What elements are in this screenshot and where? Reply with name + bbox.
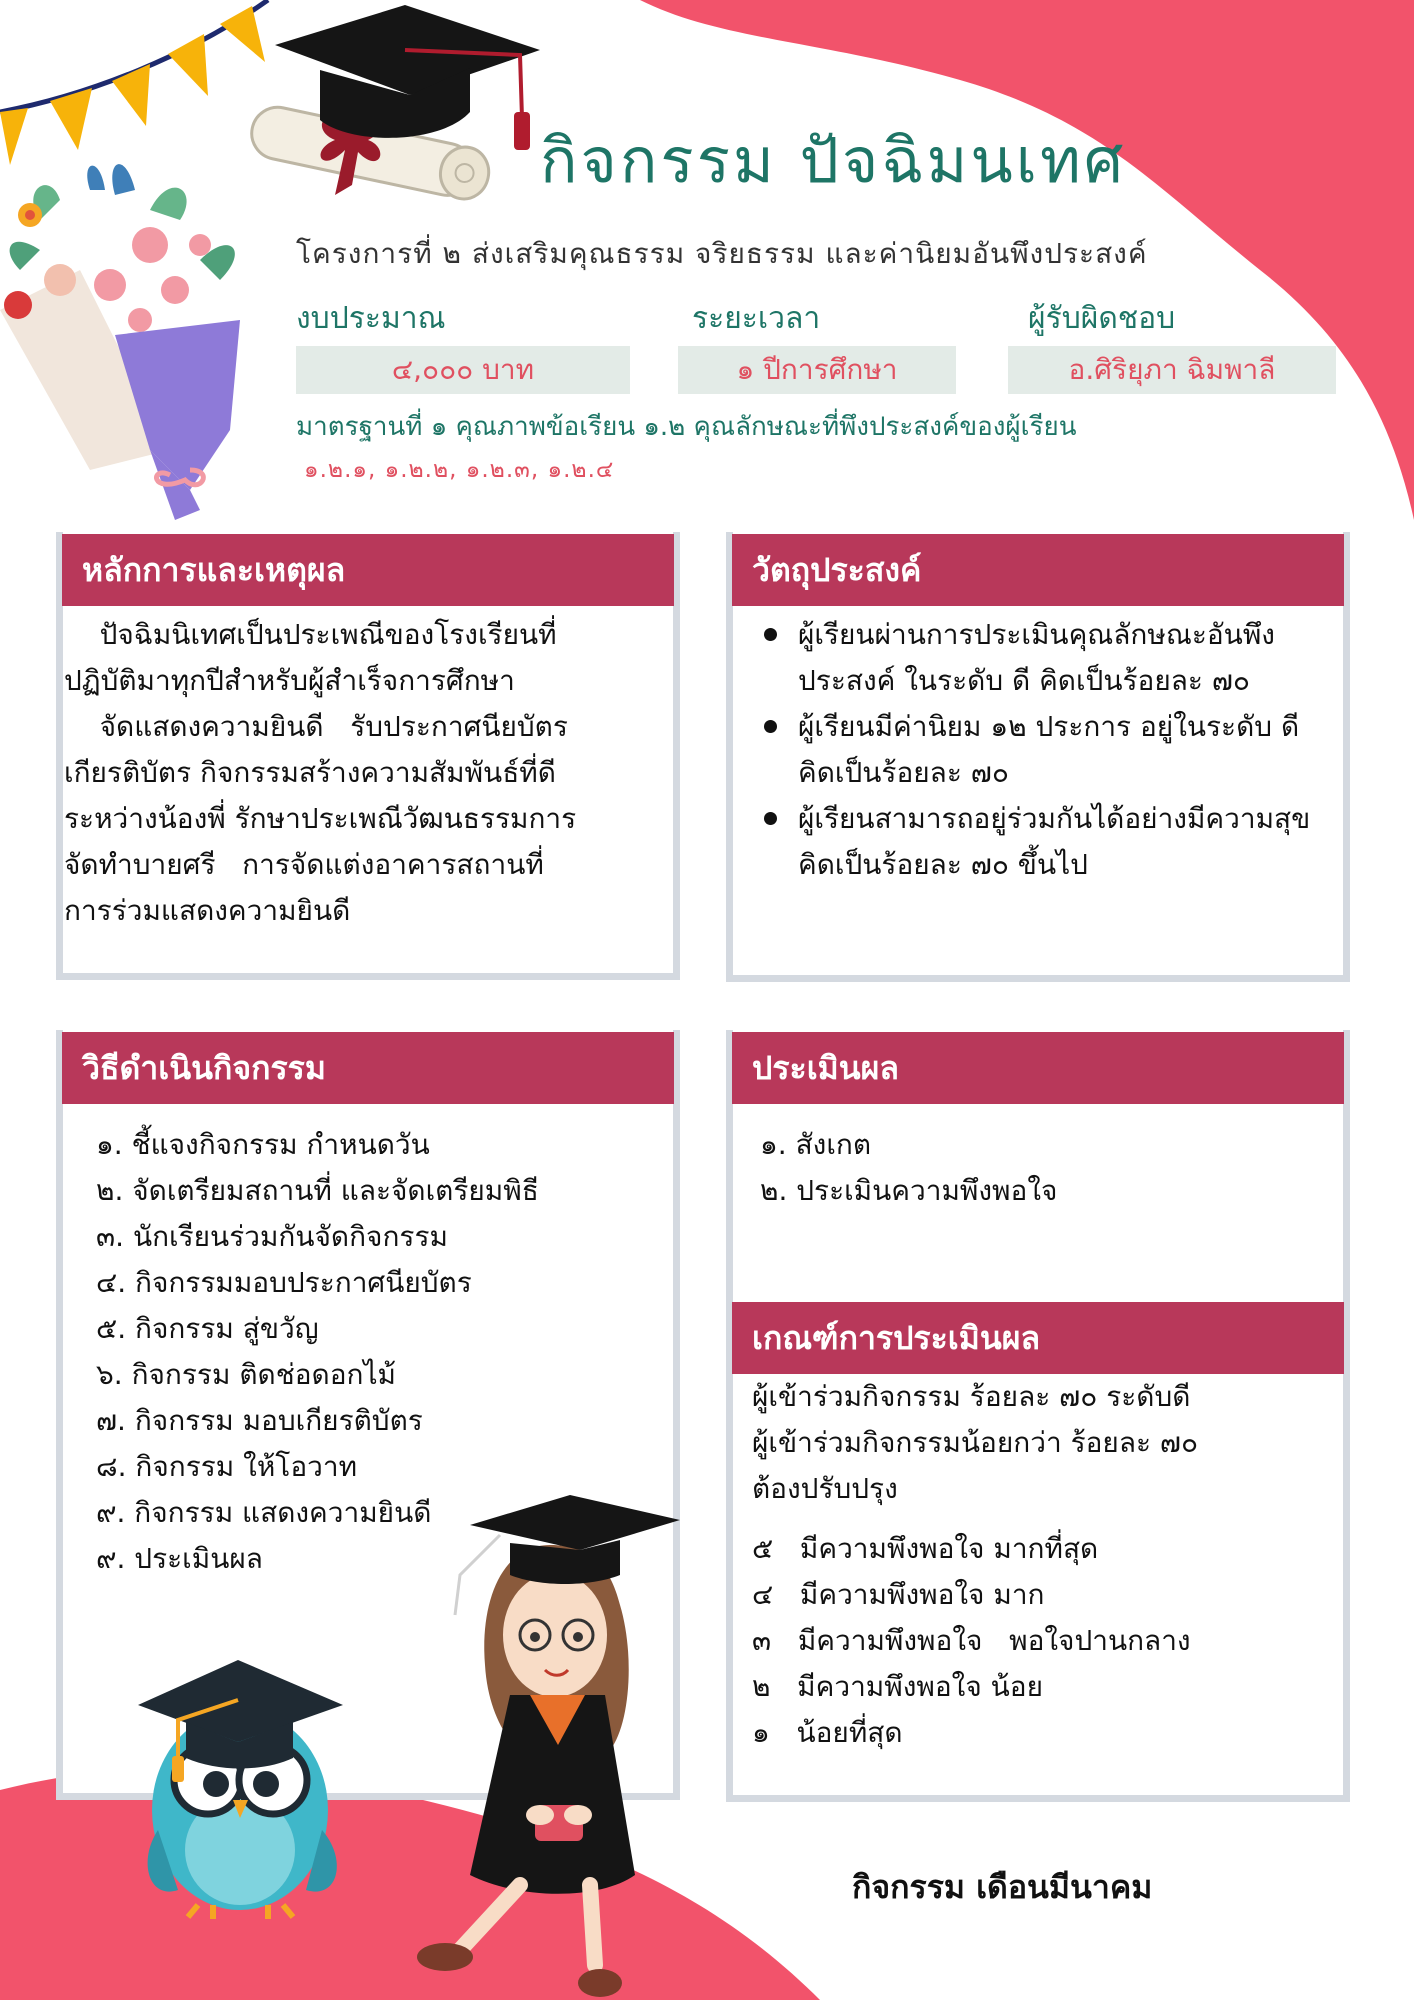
graduation-cap-diploma-icon bbox=[240, 0, 540, 215]
owl-graduate-icon bbox=[138, 1660, 358, 1920]
principle-line: เกียรติบัตร กิจกรรมสร้างความสัมพันธ์ที่ดี bbox=[64, 756, 556, 789]
method-step: ๖. กิจกรรม ติดช่อดอกไม้ bbox=[96, 1358, 397, 1391]
criteria-scale-item: ๕ มีความพึงพอใจ มากที่สุด bbox=[752, 1532, 1099, 1565]
criteria-line: ผู้เข้าร่วมกิจกรรมน้อยกว่า ร้อยละ ๗๐ bbox=[752, 1426, 1199, 1459]
project-subtitle: โครงการที่ ๒ ส่งเสริมคุณธรรม จริยธรรม และค่านิยมอันพึงประสงค์ bbox=[296, 237, 1148, 270]
method-heading: วิธีดำเนินกิจกรรม bbox=[62, 1032, 674, 1104]
owner-value: อ.ศิริยุภา ฉิมพาลี bbox=[1008, 346, 1336, 394]
objective-item: ผู้เรียนสามารถอยู่ร่วมกันได้อย่างมีความสุข คิดเป็นร้อยละ ๗๐ ขึ้นไป bbox=[756, 796, 1340, 888]
evaluation-item: ๒. ประเมินความพึงพอใจ bbox=[760, 1174, 1058, 1207]
criteria-line: ผู้เข้าร่วมกิจกรรม ร้อยละ ๗๐ ระดับดี bbox=[752, 1380, 1191, 1413]
principle-line: จัดทำบายศรี การจัดแต่งอาคารสถานที่ bbox=[64, 848, 544, 881]
method-step: ๘. กิจกรรม ให้โอวาท bbox=[96, 1450, 358, 1483]
method-step: ๑. ชี้แจงกิจกรรม กำหนดวัน bbox=[96, 1128, 430, 1161]
evaluation-list bbox=[760, 1122, 1320, 1214]
objective-item: ผู้เรียนผ่านการประเมินคุณลักษณะอันพึงประสงค์ ในระดับ ดี คิดเป็นร้อยละ ๗๐ bbox=[756, 612, 1340, 704]
principle-body bbox=[64, 612, 674, 934]
evaluation-heading: ประเมินผล bbox=[732, 1032, 1344, 1104]
duration-label: ระยะเวลา bbox=[692, 301, 821, 336]
method-step: ๒. จัดเตรียมสถานที่ และจัดเตรียมพิธี bbox=[96, 1174, 539, 1207]
footer-text: กิจกรรม เดือนมีนาคม bbox=[852, 1868, 1153, 1906]
criteria-body bbox=[752, 1374, 1332, 1756]
method-step: ๙. ประเมินผล bbox=[96, 1542, 263, 1575]
method-step: ๕. กิจกรรม สู่ขวัญ bbox=[96, 1312, 319, 1345]
objective-list bbox=[756, 612, 1340, 888]
budget-value: ๔,๐๐๐ บาท bbox=[296, 346, 630, 394]
owner-label: ผู้รับผิดชอบ bbox=[1028, 301, 1176, 336]
principle-line: ปฏิบัติมาทุกปีสำหรับผู้สำเร็จการศึกษา bbox=[64, 664, 515, 697]
criteria-line: ต้องปรับปรุง bbox=[752, 1472, 898, 1505]
flower-bouquet-icon bbox=[0, 150, 270, 525]
principle-line: ระหว่างน้องพี่ รักษาประเพณีวัฒนธรรมการ bbox=[64, 802, 577, 835]
criteria-scale-item: ๔ มีความพึงพอใจ มาก bbox=[752, 1578, 1045, 1611]
criteria-heading: เกณฑ์การประเมินผล bbox=[732, 1302, 1344, 1374]
method-step: ๔. กิจกรรมมอบประกาศนียบัตร bbox=[96, 1266, 472, 1299]
method-step: ๗. กิจกรรม มอบเกียรติบัตร bbox=[96, 1404, 423, 1437]
criteria-scale-item: ๒ มีความพึงพอใจ น้อย bbox=[752, 1670, 1043, 1703]
page-title: กิจกรรม ปัจฉิมนเทศ bbox=[540, 124, 1127, 197]
principle-line: จัดแสดงความยินดี รับประกาศนียบัตร bbox=[64, 710, 568, 743]
evaluation-item: ๑. สังเกต bbox=[760, 1128, 872, 1161]
method-step: ๙. กิจกรรม แสดงความยินดี bbox=[96, 1496, 432, 1529]
graduate-girl-icon bbox=[400, 1495, 690, 2000]
budget-label: งบประมาณ bbox=[296, 301, 446, 336]
indicator-list: ๑.๒.๑, ๑.๒.๒, ๑.๒.๓, ๑.๒.๔ bbox=[304, 457, 615, 483]
objective-heading: วัตถุประสงค์ bbox=[732, 534, 1344, 606]
objective-item: ผู้เรียนมีค่านิยม ๑๒ ประการ อยู่ในระดับ ดี คิดเป็นร้อยละ ๗๐ bbox=[756, 704, 1340, 796]
standard-text: มาตรฐานที่ ๑ คุณภาพข้อเรียน ๑.๒ คุณลักษณะที่พึงประสงค์ของผู้เรียน bbox=[296, 412, 1077, 442]
criteria-scale-item: ๑ น้อยที่สุด bbox=[752, 1716, 903, 1749]
duration-value: ๑ ปีการศึกษา bbox=[678, 346, 956, 394]
method-step: ๓. นักเรียนร่วมกันจัดกิจกรรม bbox=[96, 1220, 448, 1253]
principle-line: ปัจฉิมนิเทศเป็นประเพณีของโรงเรียนที่ bbox=[64, 618, 557, 651]
principle-line: การร่วมแสดงความยินดี bbox=[64, 894, 351, 927]
principle-heading: หลักการและเหตุผล bbox=[62, 534, 674, 606]
criteria-scale-item: ๓ มีความพึงพอใจ พอใจปานกลาง bbox=[752, 1624, 1191, 1657]
